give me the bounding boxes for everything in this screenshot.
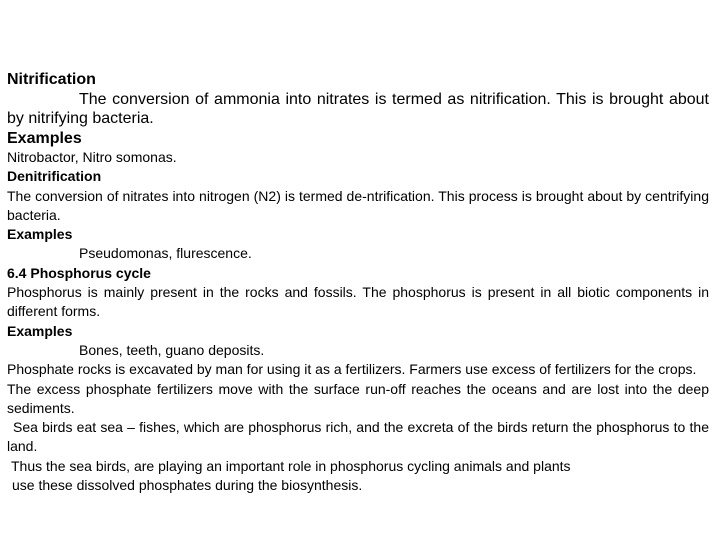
denitrification-examples: Pseudomonas, flurescence. xyxy=(79,245,252,262)
heading-phosphorus-cycle: 6.4 Phosphorus cycle xyxy=(7,264,151,281)
phosphorus-paragraph: Phosphorus is mainly present in the rocks and fossils. The phosphorus is present in all biotic components in different forms. xyxy=(7,284,709,320)
dissolved-phosphates-line: use these dissolved phosphates during the biosynthesis. xyxy=(12,477,363,494)
heading-nitrification: Nitrification xyxy=(7,71,96,88)
nitrification-paragraph: The conversion of ammonia into nitrates is termed as nitrification. This is brought about by nitrifying bacteria. xyxy=(7,90,709,127)
sea-birds-paragraph xyxy=(7,418,709,457)
sea-birds-text: Sea birds eat sea – fishes, which are phosphorus rich, and the excreta of the birds return the phosphorus to the land. xyxy=(7,419,709,455)
phosphorus-examples: Bones, teeth, guano deposits. xyxy=(79,341,265,358)
heading-denitrification: Denitrification xyxy=(7,168,102,185)
denitrification-paragraph: The conversion of nitrates into nitrogen (N2) is termed de-ntrification. This process is brought about by centrifying bacteria. xyxy=(7,187,709,223)
excess-fertilizers-paragraph: The excess phosphate fertilizers move with the surface run-off reaches the oceans and are lost into the deep sediments. xyxy=(7,380,709,416)
examples-label-nitrification: Examples xyxy=(7,129,82,147)
examples-label-phosphorus: Examples xyxy=(7,322,73,339)
document-body xyxy=(7,70,709,495)
examples-label-denitrification: Examples xyxy=(7,226,73,243)
sea-birds-role-line: Thus the sea birds, are playing an important role in phosphorus cycling animals and plants xyxy=(11,457,571,474)
nitrification-examples: Nitrobactor, Nitro somonas. xyxy=(7,149,177,165)
phosphate-rocks-paragraph: Phosphate rocks is excavated by man for using it as a fertilizers. Farmers use excess of fertilizers for the crops. xyxy=(7,361,697,378)
